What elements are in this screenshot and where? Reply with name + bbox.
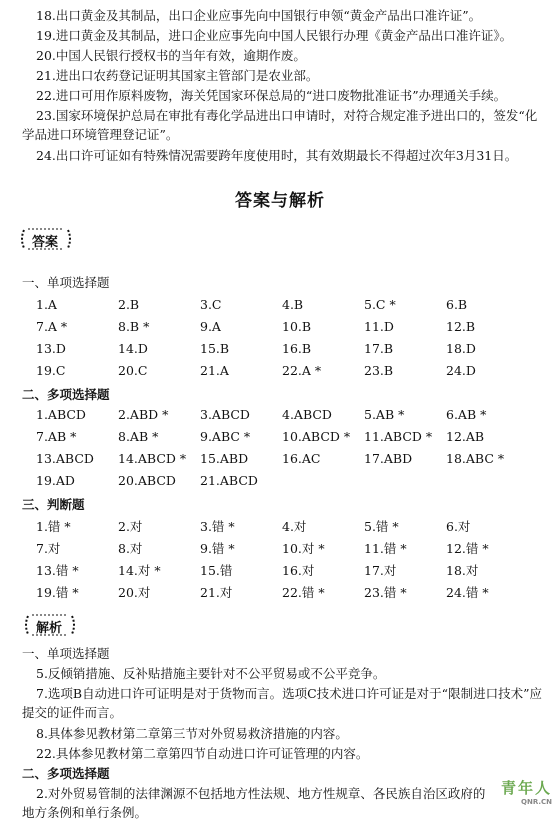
answer-cell: 14.ABCD * bbox=[118, 451, 187, 466]
answer-cell: 17.ABD bbox=[364, 451, 413, 466]
single-choice-heading: 一、单项选择题 bbox=[22, 275, 110, 290]
analysis-item: 22.具体参见教材第二章第四节自动进口许可证管理的内容。 bbox=[36, 746, 369, 761]
answer-cell: 10.ABCD * bbox=[282, 429, 351, 444]
answer-cell: 12.AB bbox=[446, 429, 485, 444]
answer-cell: 18.对 bbox=[446, 563, 479, 578]
table-row bbox=[22, 539, 552, 561]
answer-cell: 9.ABC * bbox=[200, 429, 251, 444]
table-row bbox=[22, 473, 552, 495]
answer-cell: 7.A * bbox=[36, 319, 68, 334]
list-item: 21.进出口农药登记证明其国家主管部门是农业部。 bbox=[36, 68, 319, 83]
analysis-item: 7.选项B自动进口许可证明是对于货物而言。选项C技术进口许可证是对于“限制进口技术”应提交的证件而言。 bbox=[22, 686, 542, 720]
table-row bbox=[22, 319, 552, 341]
answer-cell: 16.AC bbox=[282, 451, 321, 466]
answer-cell: 19.AD bbox=[36, 473, 75, 488]
judge-heading: 三、判断题 bbox=[22, 497, 85, 512]
table-row bbox=[22, 297, 552, 319]
multi-choice-heading: 二、多项选择题 bbox=[22, 387, 110, 402]
answer-cell: 12.错 * bbox=[446, 541, 489, 556]
analysis-single-heading: 一、单项选择题 bbox=[22, 646, 110, 661]
answer-cell: 4.B bbox=[282, 297, 304, 312]
answer-cell: 20.C bbox=[118, 363, 148, 378]
table-row bbox=[22, 429, 552, 451]
answer-cell: 22.A * bbox=[282, 363, 322, 378]
answer-cell: 10.对 * bbox=[282, 541, 325, 556]
answer-cell: 16.对 bbox=[282, 563, 315, 578]
answer-cell: 1.A bbox=[36, 297, 57, 312]
answer-cell: 2.对 bbox=[118, 519, 143, 534]
table-row bbox=[22, 517, 552, 539]
answer-cell: 10.B bbox=[282, 319, 312, 334]
answer-cell: 8.B * bbox=[118, 319, 150, 334]
answer-cell: 3.错 * bbox=[200, 519, 235, 534]
answer-cell: 15.B bbox=[200, 341, 230, 356]
answer-cell: 2.ABD * bbox=[118, 407, 169, 422]
answer-cell: 3.ABCD bbox=[200, 407, 250, 422]
answer-cell: 9.错 * bbox=[200, 541, 235, 556]
watermark-logo bbox=[501, 777, 552, 806]
answer-cell: 7.对 bbox=[36, 541, 61, 556]
answer-cell: 7.AB * bbox=[36, 429, 77, 444]
answer-cell: 4.ABCD bbox=[282, 407, 332, 422]
answer-cell: 4.对 bbox=[282, 519, 307, 534]
answer-cell: 11.错 * bbox=[364, 541, 407, 556]
watermark-url: QNR.CN bbox=[521, 798, 552, 806]
answer-badge-label: 答案 bbox=[32, 235, 59, 250]
answer-cell: 5.错 * bbox=[364, 519, 399, 534]
answer-cell: 1.错 * bbox=[36, 519, 71, 534]
answer-cell: 20.对 bbox=[118, 585, 151, 600]
answer-cell: 22.错 * bbox=[282, 585, 325, 600]
answer-cell: 13.错 * bbox=[36, 563, 79, 578]
answer-cell: 5.AB * bbox=[364, 407, 405, 422]
answer-cell: 12.B bbox=[446, 319, 476, 334]
analysis-badge bbox=[22, 612, 78, 638]
answer-cell: 21.ABCD bbox=[200, 473, 258, 488]
table-row bbox=[22, 363, 552, 385]
list-item: 23.国家环境保护总局在审批有毒化学品进出口申请时，对符合规定准予进出口的，签发“化学品进口环境管理登记证”。 bbox=[22, 108, 538, 142]
analysis-item: 8.具体参见教材第二章第三节对外贸易救济措施的内容。 bbox=[36, 726, 348, 741]
answer-cell: 2.B bbox=[118, 297, 140, 312]
answer-cell: 6.对 bbox=[446, 519, 471, 534]
answer-cell: 24.D bbox=[446, 363, 476, 378]
list-item: 24.出口许可证如有特殊情况需要跨年度使用时，其有效期最长不得超过次年3月31日。 bbox=[36, 148, 518, 163]
answer-cell: 18.ABC * bbox=[446, 451, 505, 466]
answer-cell: 13.D bbox=[36, 341, 66, 356]
answer-cell: 5.C * bbox=[364, 297, 396, 312]
answer-badge bbox=[18, 226, 74, 252]
answer-cell: 14.对 * bbox=[118, 563, 161, 578]
list-item: 22.进口可用作原料废物，海关凭国家环保总局的“进口废物批准证书”办理通关手续。 bbox=[36, 88, 507, 103]
table-row bbox=[22, 451, 552, 473]
analysis-item: 5.反倾销措施、反补贴措施主要针对不公平贸易或不公平竞争。 bbox=[36, 666, 386, 681]
answer-cell: 1.ABCD bbox=[36, 407, 86, 422]
answer-cell: 15.错 bbox=[200, 563, 233, 578]
table-row bbox=[22, 407, 552, 429]
answer-cell: 19.C bbox=[36, 363, 66, 378]
answer-cell: 21.对 bbox=[200, 585, 233, 600]
answer-cell: 11.D bbox=[364, 319, 394, 334]
answer-cell: 14.D bbox=[118, 341, 148, 356]
watermark-text: 青年人 bbox=[500, 779, 552, 797]
answer-cell: 17.对 bbox=[364, 563, 397, 578]
section-title: 答案与解析 bbox=[235, 191, 325, 211]
analysis-multi-heading: 二、多项选择题 bbox=[22, 766, 110, 781]
table-row bbox=[22, 341, 552, 363]
answer-cell: 3.C bbox=[200, 297, 222, 312]
answer-cell: 15.ABD bbox=[200, 451, 249, 466]
answer-cell: 23.错 * bbox=[364, 585, 407, 600]
answer-cell: 8.AB * bbox=[118, 429, 159, 444]
analysis-item: 2.对外贸易管制的法律渊源不包括地方性法规、地方性规章、各民族自治区政府的地方条例和单行条例。 bbox=[22, 786, 486, 820]
answer-cell: 11.ABCD * bbox=[364, 429, 433, 444]
answer-cell: 13.ABCD bbox=[36, 451, 94, 466]
answer-cell: 18.D bbox=[446, 341, 476, 356]
answer-cell: 20.ABCD bbox=[118, 473, 176, 488]
answer-cell: 6.B bbox=[446, 297, 468, 312]
list-item: 19.进口黄金及其制品，进口企业应事先向中国人民银行办理《黄金产品出口准许证》。 bbox=[36, 28, 513, 43]
list-item: 20.中国人民银行授权书的当年有效，逾期作废。 bbox=[36, 48, 306, 63]
answer-cell: 16.B bbox=[282, 341, 312, 356]
answer-cell: 17.B bbox=[364, 341, 394, 356]
answer-cell: 23.B bbox=[364, 363, 394, 378]
list-item: 18.出口黄金及其制品，出口企业应事先向中国银行申领“黄金产品出口准许证”。 bbox=[36, 8, 482, 23]
answer-cell: 21.A bbox=[200, 363, 229, 378]
answer-cell: 9.A bbox=[200, 319, 221, 334]
analysis-badge-label: 解析 bbox=[36, 621, 63, 636]
table-row bbox=[22, 583, 552, 605]
answer-cell: 19.错 * bbox=[36, 585, 79, 600]
answer-cell: 24.错 * bbox=[446, 585, 489, 600]
answer-cell: 8.对 bbox=[118, 541, 143, 556]
table-row bbox=[22, 561, 552, 583]
answer-cell: 6.AB * bbox=[446, 407, 487, 422]
